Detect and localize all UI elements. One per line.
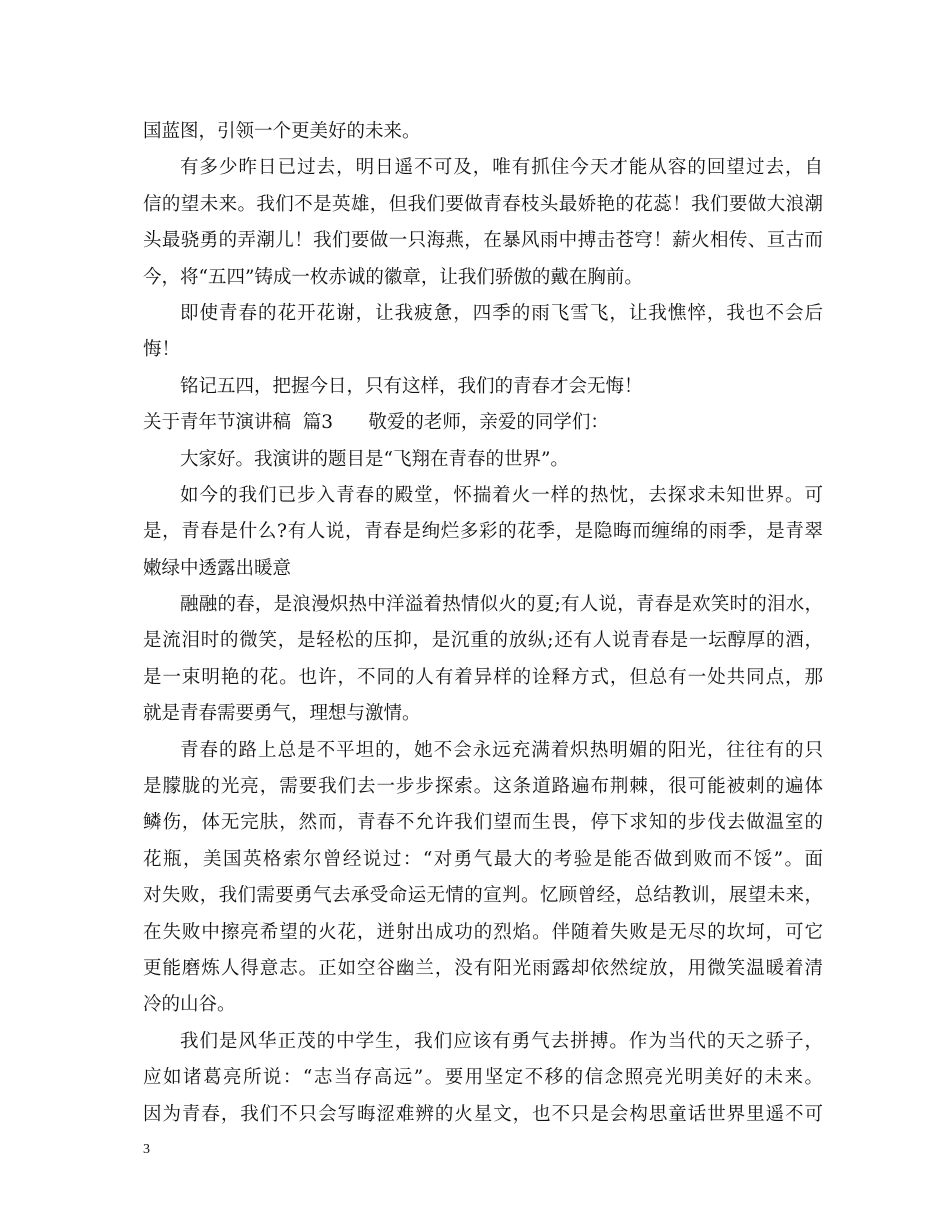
paragraph-line: 更能磨炼人得意志。正如空谷幽兰，没有阳光雨露却依然绽放，用微笑温暖着清	[143, 957, 823, 979]
paragraph-line: 国蓝图，引领一个更美好的未来。	[143, 121, 421, 142]
paragraph-line: 应如诸葛亮所说：“志当存高远”。要用坚定不移的信念照亮光明美好的未来。	[143, 1067, 823, 1089]
paragraph-line: 青春的路上总是不平坦的，她不会永远充满着炽热明媚的阳光，往往有的只	[180, 739, 823, 761]
paragraph-line: 花瓶，美国英格索尔曾经说过：“对勇气最大的考验是能否做到败而不馁”。面	[143, 848, 823, 870]
paragraph-line: 融融的春，是浪漫炽热中洋溢着热情似火的夏;有人说，青春是欢笑时的泪水，	[180, 594, 823, 616]
paragraph-line: 冷的山谷。	[143, 994, 236, 1016]
paragraph-line: 是一束明艳的花。也许，不同的人有着异样的诠释方式，但总有一处共同点，那	[143, 666, 823, 688]
paragraph-line: 即使青春的花开花谢，让我疲惫，四季的雨飞雪飞，让我憔悴，我也不会后	[180, 302, 823, 324]
paragraph-line: 头最骁勇的弄潮儿！我们要做一只海燕，在暴风雨中搏击苍穹！薪火相传、亘古而	[143, 230, 823, 252]
section-heading-line: 关于青年节演讲稿 篇3 敬爱的老师，亲爱的同学们：	[143, 412, 609, 434]
paragraph-line: 有多少昨日已过去，明日遥不可及，唯有抓住今天才能从容的回望过去，自	[180, 157, 823, 179]
paragraph-line: 大家好。我演讲的题目是“飞翔在青春的世界”。	[180, 448, 569, 470]
document-body	[143, 114, 823, 1133]
paragraph-line: 在失败中擦亮希望的火花，迸射出成功的烈焰。伴随着失败是无尽的坎坷，可它	[143, 921, 823, 943]
paragraph-line: 今，将“五四”铸成一枚赤诚的徽章，让我们骄傲的戴在胸前。	[143, 266, 643, 288]
paragraph-line: 就是青春需要勇气，理想与激情。	[143, 703, 421, 725]
paragraph-line: 铭记五四，把握今日，只有这样，我们的青春才会无悔！	[180, 375, 643, 397]
paragraph-line: 嫩绿中透露出暖意	[143, 557, 292, 579]
page-number: 3	[143, 1142, 150, 1157]
paragraph-line: 信的望未来。我们不是英雄，但我们要做青春枝头最娇艳的花蕊！我们要做大浪潮	[143, 193, 823, 215]
paragraph-line: 鳞伤，体无完肤，然而，青春不允许我们望而生畏，停下求知的步伐去做温室的	[143, 812, 823, 834]
paragraph-line: 因为青春，我们不只会写晦涩难辨的火星文，也不只是会构思童话世界里遥不可	[143, 1103, 823, 1125]
paragraph-line: 是，青春是什么?有人说，青春是绚烂多彩的花季，是隐晦而缠绵的雨季，是青翠	[143, 521, 823, 543]
paragraph-line: 如今的我们已步入青春的殿堂，怀揣着火一样的热忱，去探求未知世界。可	[180, 484, 823, 506]
paragraph-line: 是朦胧的光亮，需要我们去一步步探索。这条道路遍布荆棘，很可能被刺的遍体	[143, 776, 823, 798]
paragraph-line: 是流泪时的微笑，是轻松的压抑，是沉重的放纵;还有人说青春是一坛醇厚的酒，	[143, 630, 823, 652]
paragraph-line: 悔！	[143, 339, 181, 361]
paragraph-line: 我们是风华正茂的中学生，我们应该有勇气去拼搏。作为当代的天之骄子，	[180, 1030, 823, 1052]
paragraph-line: 对失败，我们需要勇气去承受命运无情的宣判。忆顾曾经，总结教训，展望未来，	[143, 885, 823, 907]
